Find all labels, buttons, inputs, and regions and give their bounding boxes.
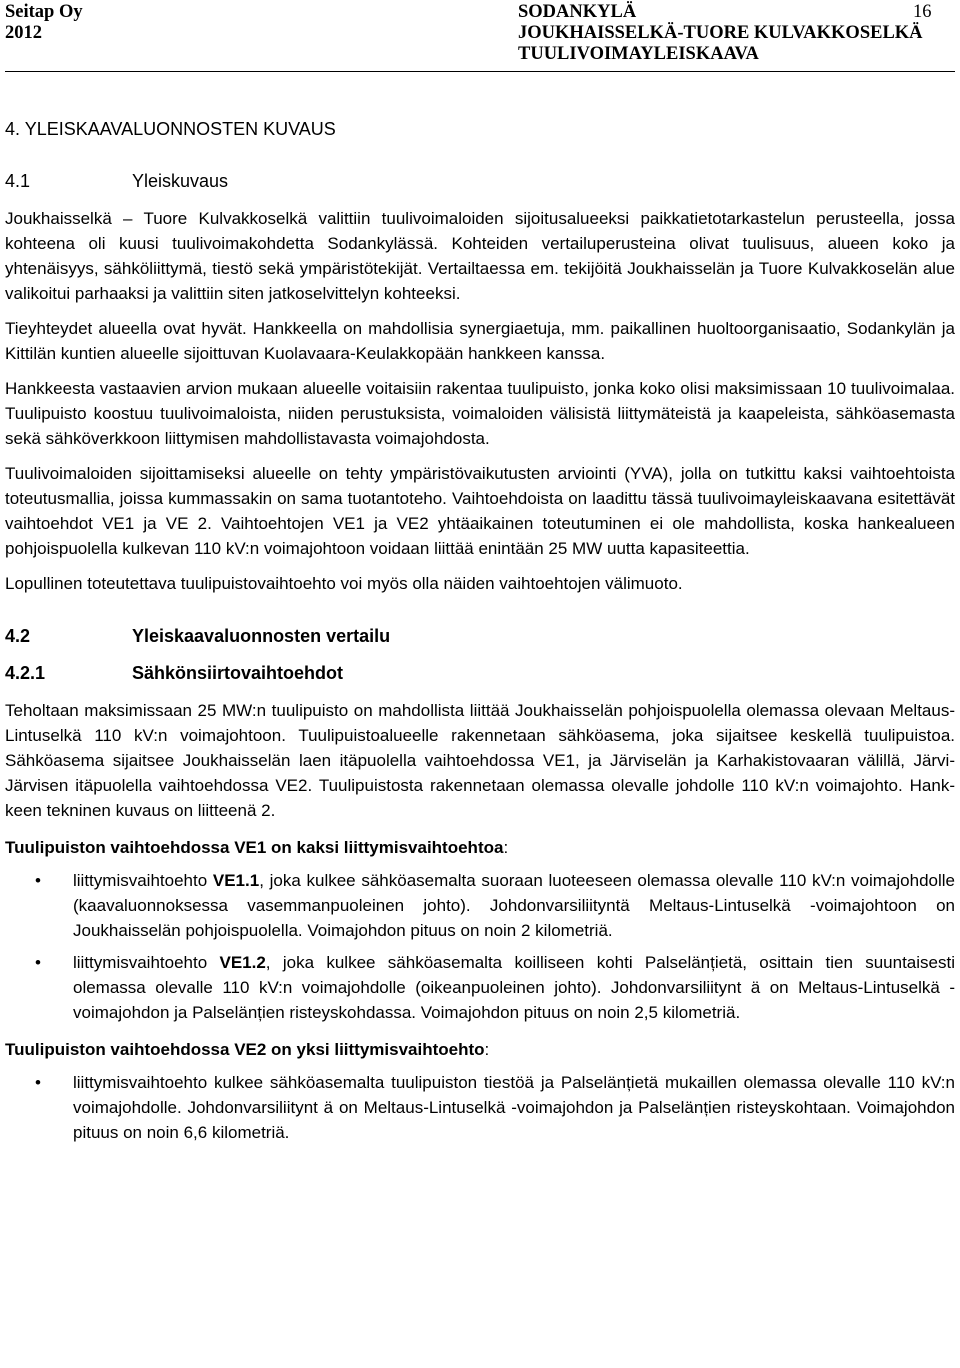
list-item [5, 950, 955, 1025]
ve1-list [5, 868, 955, 1025]
spacer [5, 606, 955, 624]
ve2-lead [5, 1037, 955, 1062]
paragraph-3: Hankkeesta vastaavien arvion mukaan alueelle voitaisiin rakentaa tuulipuisto, jonka koko olisi maksimissaan 10 tuulivoimalaa. Tuulipuisto koostuu tuulivoimaloista, niiden perustuksista, voimaloiden välisistä liittymäteistä ja kaapeleista, sähköasemasta sekä sähköverkkoon liittymisen mahdollistavasta voimajohdosta. [5, 379, 955, 448]
subsection-number: 4.1 [5, 171, 31, 191]
subsection-heading-4-2 [5, 624, 955, 648]
ve2-list [5, 1070, 955, 1145]
item-pre: liittymisvaihtoehto [73, 871, 213, 890]
document-body [5, 117, 955, 1155]
ve1-lead [5, 835, 955, 860]
subsection-heading-4-1 [5, 169, 955, 193]
header-title-line2: JOUKHAISSELKÄ-TUORE KULVAKKOSELKÄ [518, 23, 923, 43]
subsection-number: 4.2.1 [5, 663, 46, 683]
list-item [5, 1070, 955, 1145]
item-post: , joka kulkee sähköasemalta suoraan luoteeseen olemassa olevalle 110 kV:n voimajohdolle (kaavaluonnoksessa vasemmanpuoleinen johto). Johdonvarsiliityntä Meltaus-Lintuselkä -voimajohtoon on Joukhaisselän pohjoispuolella. Voimajohdon pituus on noin 2 kilometriä. [73, 871, 956, 940]
header-title-line1: SODANKYLÄ [518, 2, 637, 22]
header-title-line3: TUULIVOIMAYLEISKAAVA [518, 44, 759, 64]
header-left [5, 2, 83, 44]
item-text: liittymisvaihtoehto kulkee sähköasemalta tuulipuiston tiestöä ja Palselänțietä mukaillen olemassa olevalle 110 kV:n voimajohdolle. Johdonvarsiliitynt ä on Meltaus-Lintuselkä -voimajohdon ja Palselänțien risteyskohtaan. Voimajohdon pituus on noin 6,6 kilometriä. [73, 1073, 955, 1142]
subsection-title: Yleiskaavaluonnosten vertailu [132, 626, 391, 646]
ve2-lead-colon: : [484, 1040, 490, 1059]
subsection-number: 4.2 [5, 626, 31, 646]
page-header [5, 2, 955, 68]
ve2-lead-text: Tuulipuiston vaihtoehdossa VE2 on yksi liittymisvaihtoehto [5, 1040, 485, 1059]
list-item [5, 868, 955, 943]
header-company: Seitap Oy [5, 2, 83, 22]
item-pre: liittymisvaihtoehto [73, 953, 220, 972]
ve1-lead-text: Tuulipuiston vaihtoehdossa VE1 on kaksi liittymisvaihtoehtoa [5, 838, 504, 857]
bullet-icon: • [35, 1073, 41, 1092]
subsection-title: Sähkönsiirtovaihtoehdot [132, 663, 344, 683]
header-title [518, 2, 923, 65]
paragraph-2: Tieyhteydet alueella ovat hyvät. Hankkeella on mahdollisia synergiaetuja, mm. paikallinen huoltoorganisaatio, Sodankylän ja Kittilän kuntien alueelle sijoittuvan Kuolavaara-Keulakkopään hankkeen kanssa. [5, 319, 955, 363]
ve1-lead-colon: : [503, 838, 509, 857]
subsection-title: Yleiskuvaus [132, 171, 229, 191]
paragraph-1: Joukhaisselkä – Tuore Kulvakkoselkä valittiin tuulivoimaloiden sijoitusalueeksi paikkatietotarkastelun perusteella, jossa kohteena oli kuusi tuulivoimakohdetta Sodankylässä. Kohteiden vertailuperusteina olivat tuulisuus, alueen koko ja yhtenäisyys, sähköliittymä, tiestö sekä ympäristötekijät. Vertailtaessa em. tekijöitä Joukhaisselän ja Tuore Kulvakkoselän alue valikoitui parhaaksi ja valittiin siten jatkoselvittelyn kohteeksi. [5, 209, 955, 303]
subsection-heading-4-2-1 [5, 661, 955, 685]
item-code: VE1.1 [212, 871, 260, 890]
header-year: 2012 [5, 23, 42, 43]
item-post: , joka kulkee sähköasemalta koilliseen kohti Palselänțietä, osittain tien suuntaisesti olemassa olevalle 110 kV:n voimajohdolle (oikeanpuoleinen johto). Johdonvarsiliitynt ä on Meltaus-Lintuselkä -voimajohdon ja Palselänțien risteyskohdassa. Voimajohdon pituus on noin 2,5 kilometriä. [73, 953, 955, 1022]
page-number: 16 [913, 2, 932, 22]
section-heading: 4. YLEISKAAVALUONNOSTEN KUVAUS [5, 119, 336, 139]
paragraph-5: Lopullinen toteutettava tuulipuistovaihtoehto voi myös olla näiden vaihtoehtojen välimuoto. [5, 574, 683, 593]
paragraph-6: Teholtaan maksimissaan 25 MW:n tuulipuisto on mahdollista liittää Joukhaisselän pohjoispuolella olemassa olevaan Meltaus-Lintuselkä 110 kV:n voimajohtoon. Tuulipuistoalueelle rakennetaan sähköasema, joka sijaitsee keskellä tuulipuistoa. Sähköasema sijaitsee Joukhaisselän laen itäpuolella vaihtoehdossa VE1, ja Järviselän ja Karhakistovaaran välillä, Järvi-Järvisen itäpuolella vaihtoehdossa VE2. Tuulipuistosta rakennetaan olemassa olevalle johdolle 110 kV:n voimajohto. Hankkeen tekninen kuvaus on liitteenä 2. [5, 701, 955, 820]
bullet-icon: • [35, 871, 41, 890]
item-code: VE1.2 [219, 953, 266, 972]
bullet-icon: • [35, 953, 41, 972]
header-divider [5, 71, 955, 72]
paragraph-4: Tuulivoimaloiden sijoittamiseksi alueelle on tehty ympäristövaikutusten arviointi (YVA), jolla on tutkittu kaksi vaihtoehtoista toteutusmallia, joissa kummassakin on sama tuotantoteho. Vaihtoehdoista on laadittu tässä tuulivoimayleiskaavana esitettävät vaihtoehdot VE1 ja VE 2. Vaihtoehtojen VE1 ja VE2 yhtäaikainen toteutuminen ei ole mahdollista, koska hankealueen pohjoispuolella kulkevan 110 kV:n voimajohtoon voidaan liittää enintään 25 MW uutta kapasiteettia. [5, 464, 955, 558]
